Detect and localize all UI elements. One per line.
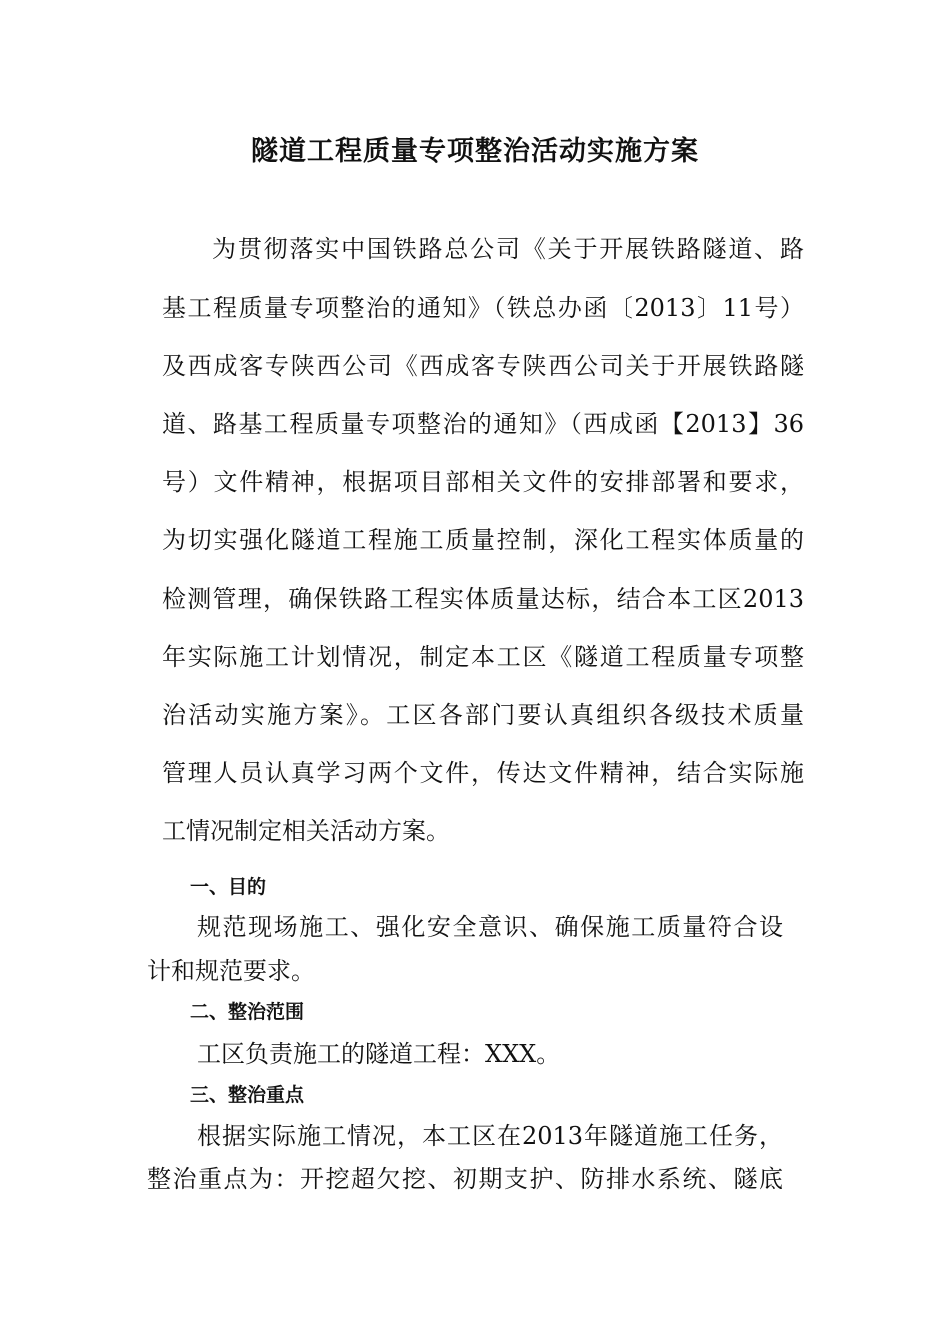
intro-line: 为贯彻落实中国铁路总公司《关于开展铁路隧道、路 <box>212 235 804 263</box>
section-line: 计和规范要求。 <box>147 957 315 985</box>
document-title: 隧道工程质量专项整治活动实施方案 <box>251 136 699 167</box>
intro-line: 管理人员认真学习两个文件，传达文件精神，结合实际施 <box>162 759 804 787</box>
section-line: 根据实际施工情况，本工区在2013年隧道施工任务， <box>197 1122 783 1150</box>
intro-line: 及西成客专陕西公司《西成客专陕西公司关于开展铁路隧 <box>162 352 804 380</box>
intro-line: 为切实强化隧道工程施工质量控制，深化工程实体质量的 <box>162 526 804 554</box>
section-line: 整治重点为：开挖超欠挖、初期支护、防排水系统、隧底 <box>147 1165 783 1193</box>
section-heading-purpose: 一、目的 <box>190 876 267 898</box>
section-line: 工区负责施工的隧道工程：XXX。 <box>197 1040 561 1068</box>
section-heading-scope: 二、整治范围 <box>190 1001 305 1023</box>
section-heading-focus: 三、整治重点 <box>190 1084 305 1106</box>
intro-line: 基工程质量专项整治的通知》（铁总办函〔2013〕11号） <box>162 294 804 322</box>
intro-line: 检测管理，确保铁路工程实体质量达标，结合本工区2013 <box>162 585 804 613</box>
intro-line: 工情况制定相关活动方案。 <box>162 817 450 845</box>
intro-line: 年实际施工计划情况，制定本工区《隧道工程质量专项整 <box>162 643 804 671</box>
section-line: 规范现场施工、强化安全意识、确保施工质量符合设 <box>197 913 783 941</box>
intro-line: 道、路基工程质量专项整治的通知》（西成函【2013】36 <box>162 410 804 438</box>
intro-line: 号）文件精神，根据项目部相关文件的安排部署和要求， <box>162 468 804 496</box>
intro-line: 治活动实施方案》。工区各部门要认真组织各级技术质量 <box>162 701 804 729</box>
